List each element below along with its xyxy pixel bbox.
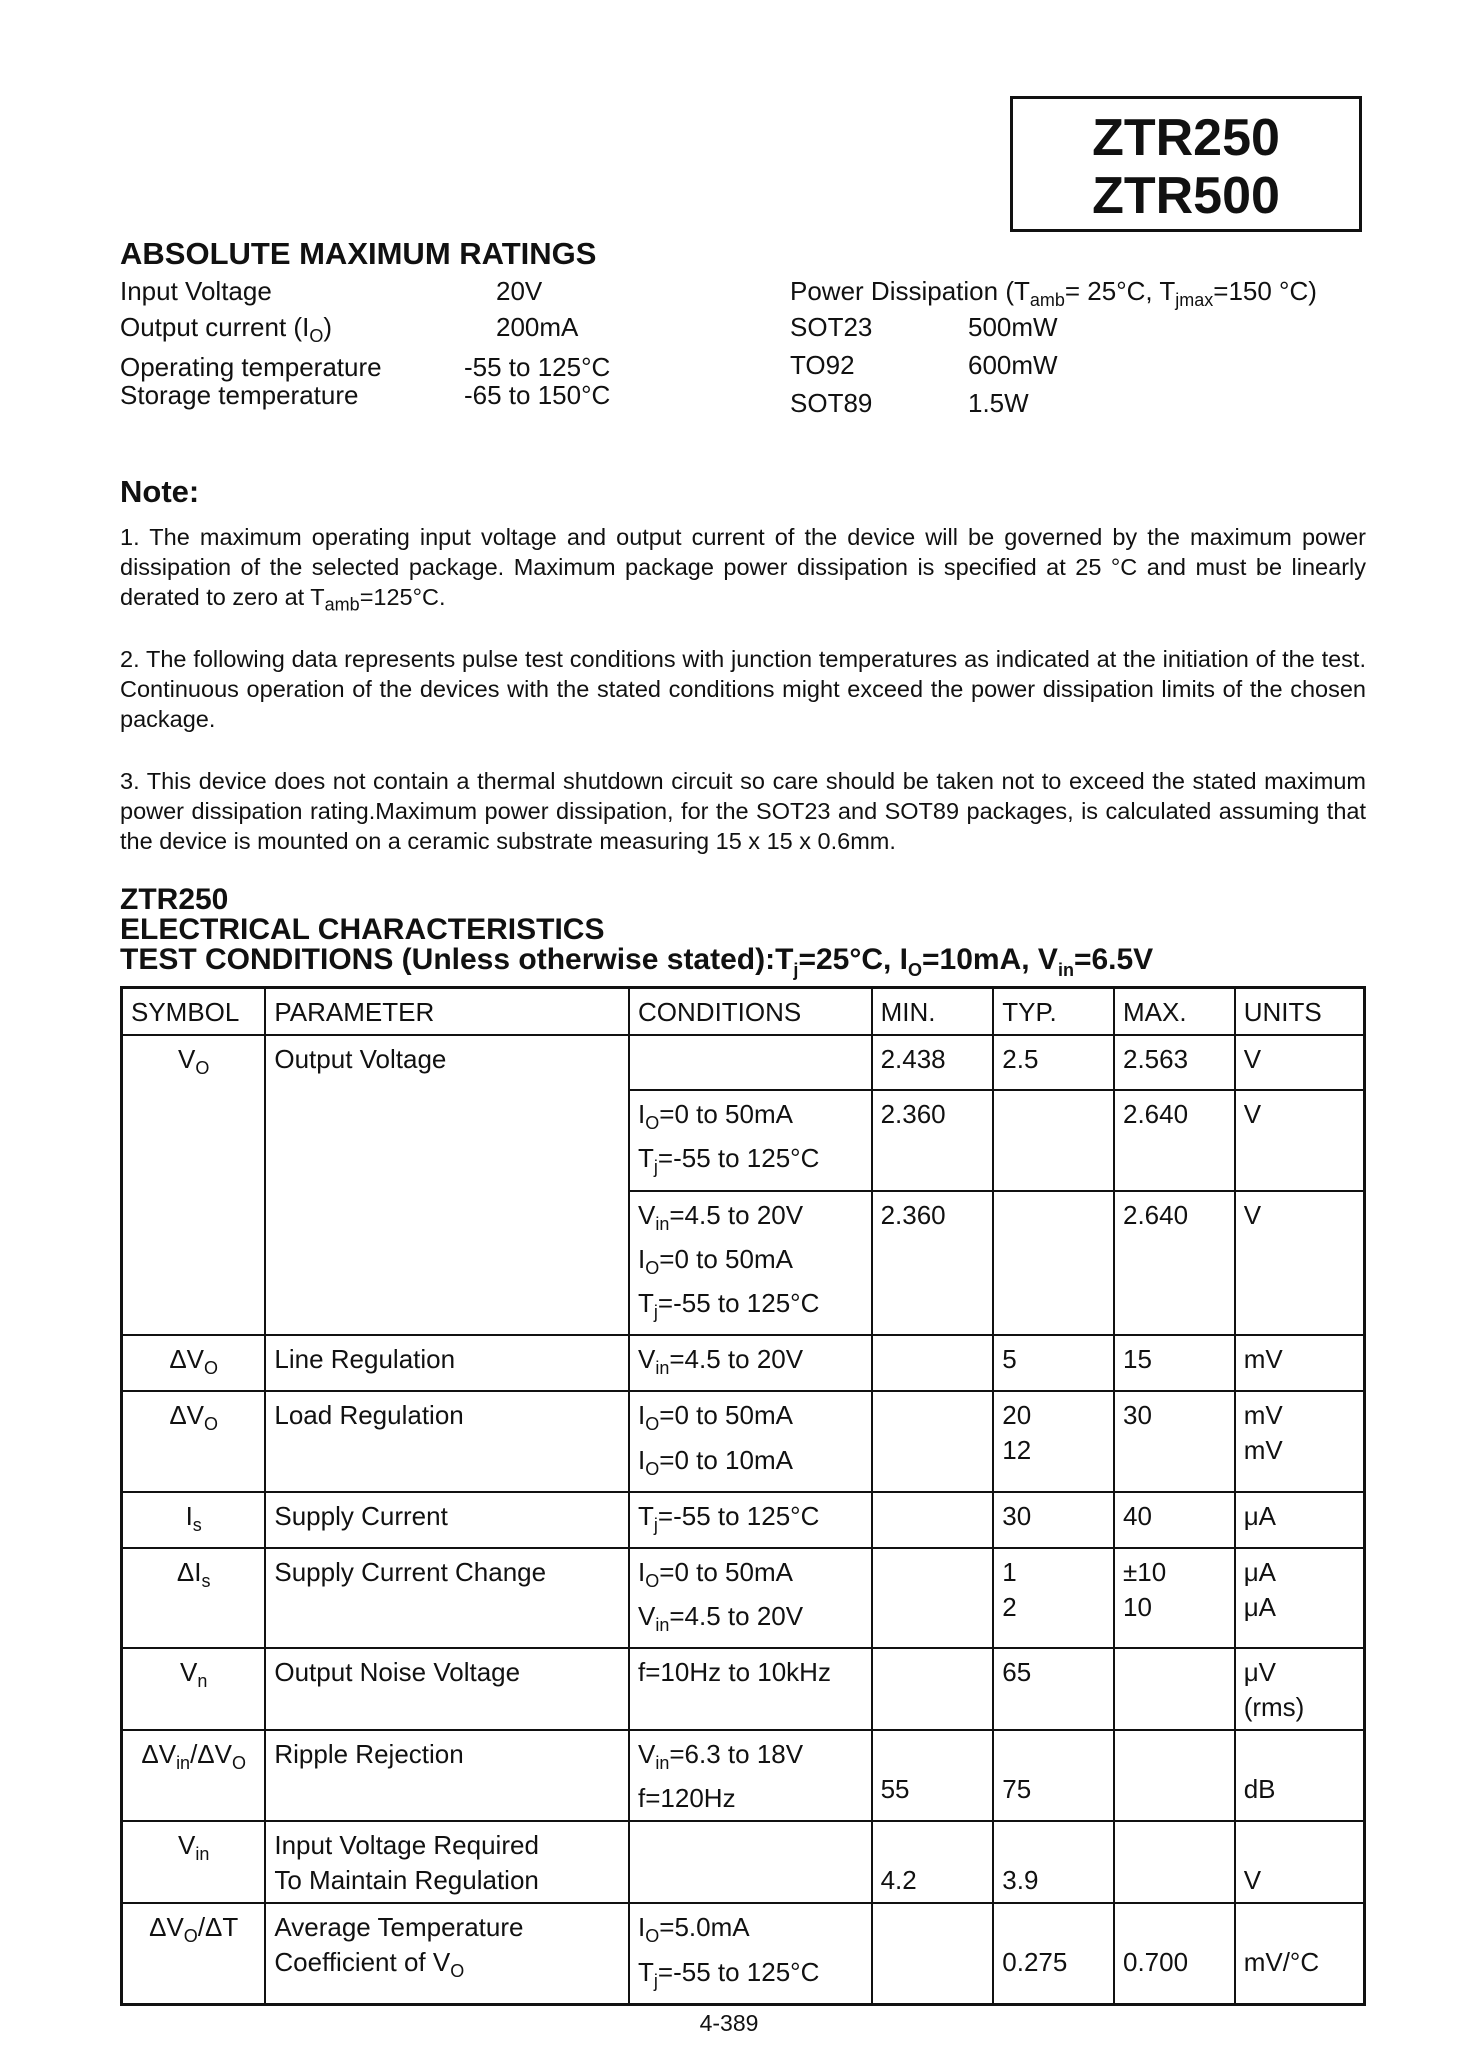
typ-cell: 75 bbox=[993, 1730, 1114, 1821]
power-value-sot23: 500mW bbox=[968, 312, 1058, 342]
header-units: UNITS bbox=[1235, 988, 1365, 1036]
param-ripple-rejection: Ripple Rejection bbox=[265, 1730, 629, 1821]
power-pkg-sot23: SOT23 bbox=[790, 312, 873, 342]
min-cell: 4.2 bbox=[872, 1821, 994, 1903]
param-supply-current-change: Supply Current Change bbox=[265, 1548, 629, 1648]
table-row bbox=[122, 1391, 1365, 1491]
max-cell: 2.563 bbox=[1114, 1035, 1235, 1090]
symbol-vo: $V_O$ bbox=[122, 1035, 266, 1090]
power-pkg-sot89: SOT89 bbox=[790, 388, 873, 418]
table-header-row bbox=[122, 988, 1365, 1036]
part-number-1: ZTR250 bbox=[1092, 109, 1280, 167]
min-cell bbox=[872, 1335, 994, 1391]
max-cell: 40 bbox=[1114, 1492, 1235, 1548]
header-min: MIN. bbox=[872, 988, 994, 1036]
conditions-cell bbox=[629, 1821, 872, 1903]
ec-title: ELECTRICAL CHARACTERISTICS bbox=[120, 913, 605, 946]
conditions-cell: $V_{in}=4.5$ to 20V $I_O=0$ to 50mA $T_j=-55$ to 125°C bbox=[629, 1191, 872, 1336]
units-cell: μA bbox=[1235, 1492, 1365, 1548]
power-value-sot89: 1.5W bbox=[968, 388, 1029, 418]
units-cell: V bbox=[1235, 1090, 1365, 1190]
abs-max-output-current-value: 200mA bbox=[496, 312, 579, 342]
page-number: 4-389 bbox=[699, 2010, 759, 2036]
typ-cell: 5 bbox=[993, 1335, 1114, 1391]
typ-cell bbox=[993, 1191, 1114, 1336]
table-row bbox=[122, 1035, 1365, 1090]
abs-max-input-voltage-value: 20V bbox=[496, 276, 543, 306]
conditions-cell: $I_O=0$ to 50mA $I_O=0$ to 10mA bbox=[629, 1391, 872, 1491]
abs-max-storage-temp-label: Storage temperature bbox=[120, 380, 359, 410]
units-cell: V bbox=[1235, 1035, 1365, 1090]
symbol-delta-vo: $\Delta V_O$ bbox=[122, 1391, 266, 1491]
conditions-cell bbox=[629, 1035, 872, 1090]
conditions-cell: $V_{in}=6.3$ to 18V f=120Hz bbox=[629, 1730, 872, 1821]
param-load-regulation: Load Regulation bbox=[265, 1391, 629, 1491]
units-cell: dB bbox=[1235, 1730, 1365, 1821]
units-cell: μA μA bbox=[1235, 1548, 1365, 1648]
electrical-characteristics-table bbox=[120, 986, 1366, 2006]
max-cell: ±10 10 bbox=[1114, 1548, 1235, 1648]
typ-cell: 1 2 bbox=[993, 1548, 1114, 1648]
units-cell: mV/°C bbox=[1235, 1903, 1365, 2004]
max-cell bbox=[1114, 1648, 1235, 1730]
symbol-delta-is: $\Delta I_s$ bbox=[122, 1548, 266, 1648]
note-1: 1. The maximum operating input voltage and output current of the device will be governed by the maximum power dissipation of the selected package. Maximum package power dissipation is specified at 25 °C and must be linearly derated to zero at $T_{amb}=125^\circ C$. bbox=[120, 524, 1366, 615]
param-empty bbox=[265, 1090, 629, 1190]
max-cell: 0.700 bbox=[1114, 1903, 1235, 2004]
abs-max-input-voltage-label: Input Voltage bbox=[120, 276, 272, 306]
abs-max-operating-temp-label: Operating temperature bbox=[120, 352, 382, 382]
header-typ: TYP. bbox=[993, 988, 1114, 1036]
units-cell: mV mV bbox=[1235, 1391, 1365, 1491]
table-row bbox=[122, 1090, 1365, 1190]
note-3: 3. This device does not contain a thermal shutdown circuit so care should be taken not to exceed the stated maximum power dissipation rating.Maximum power dissipation, for the SOT23 and SOT89 packages, is calculated assuming that the device is mounted on a ceramic substrate measuring 15 x 15 x 0.6mm. bbox=[120, 768, 1366, 854]
max-cell: 30 bbox=[1114, 1391, 1235, 1491]
part-number-box bbox=[1010, 96, 1362, 232]
header-max: MAX. bbox=[1114, 988, 1235, 1036]
symbol-ripple: $\Delta V_{in}/\Delta V_O$ bbox=[122, 1730, 266, 1821]
table-row bbox=[122, 1903, 1365, 2004]
symbol-is: $I_s$ bbox=[122, 1492, 266, 1548]
max-cell bbox=[1114, 1821, 1235, 1903]
conditions-cell: $I_O=0$ to 50mA $V_{in}=4.5$ to 20V bbox=[629, 1548, 872, 1648]
conditions-cell: f=10Hz to 10kHz bbox=[629, 1648, 872, 1730]
typ-cell: 2.5 bbox=[993, 1035, 1114, 1090]
header-conditions: CONDITIONS bbox=[629, 988, 872, 1036]
min-cell: 2.438 bbox=[872, 1035, 994, 1090]
param-output-noise-voltage: Output Noise Voltage bbox=[265, 1648, 629, 1730]
part-number-2: ZTR500 bbox=[1092, 167, 1280, 225]
units-cell: μV (rms) bbox=[1235, 1648, 1365, 1730]
table-row bbox=[122, 1335, 1365, 1391]
abs-max-heading: ABSOLUTE MAXIMUM RATINGS bbox=[120, 236, 597, 271]
symbol-empty bbox=[122, 1191, 266, 1336]
min-cell: 2.360 bbox=[872, 1191, 994, 1336]
min-cell bbox=[872, 1391, 994, 1491]
symbol-vn: $V_n$ bbox=[122, 1648, 266, 1730]
min-cell: 2.360 bbox=[872, 1090, 994, 1190]
typ-cell: 20 12 bbox=[993, 1391, 1114, 1491]
typ-cell: 3.9 bbox=[993, 1821, 1114, 1903]
conditions-cell: $I_O=0$ to 50mA $T_j=-55$ to 125°C bbox=[629, 1090, 872, 1190]
table-row bbox=[122, 1648, 1365, 1730]
symbol-empty bbox=[122, 1090, 266, 1190]
header-parameter: PARAMETER bbox=[265, 988, 629, 1036]
note-heading: Note: bbox=[120, 474, 200, 509]
max-cell: 2.640 bbox=[1114, 1090, 1235, 1190]
power-value-to92: 600mW bbox=[968, 350, 1058, 380]
min-cell bbox=[872, 1492, 994, 1548]
param-input-voltage-required: Input Voltage Required To Maintain Regulation bbox=[265, 1821, 629, 1903]
typ-cell: 30 bbox=[993, 1492, 1114, 1548]
table-row bbox=[122, 1548, 1365, 1648]
param-avg-temp-coefficient: Average Temperature Coefficient of $V_O$ bbox=[265, 1903, 629, 2004]
ec-test-conditions: TEST CONDITIONS (Unless otherwise $stated):T_j=25^\circ C$, $I_O=10mA$, $V_{in}=6.5V$ bbox=[120, 943, 1154, 980]
max-cell: 2.640 bbox=[1114, 1191, 1235, 1336]
min-cell bbox=[872, 1548, 994, 1648]
abs-max-output-current-label: Output current $(I_O)$ bbox=[120, 312, 332, 347]
param-output-voltage: Output Voltage bbox=[265, 1035, 629, 1090]
conditions-cell: $V_{in}=4.5$ to 20V bbox=[629, 1335, 872, 1391]
param-empty bbox=[265, 1191, 629, 1336]
power-pkg-to92: TO92 bbox=[790, 350, 855, 380]
min-cell bbox=[872, 1648, 994, 1730]
param-supply-current: Supply Current bbox=[265, 1492, 629, 1548]
abs-max-operating-temp-value: -55 to 125°C bbox=[464, 352, 611, 382]
min-cell bbox=[872, 1903, 994, 2004]
header-symbol: SYMBOL bbox=[122, 988, 266, 1036]
table-row bbox=[122, 1821, 1365, 1903]
units-cell: V bbox=[1235, 1191, 1365, 1336]
table-row bbox=[122, 1730, 1365, 1821]
symbol-temp-coefficient: $\Delta V_O/\Delta T$ bbox=[122, 1903, 266, 2004]
table-row bbox=[122, 1492, 1365, 1548]
table-row bbox=[122, 1191, 1365, 1336]
conditions-cell: $T_j=-55$ to 125°C bbox=[629, 1492, 872, 1548]
min-cell: 55 bbox=[872, 1730, 994, 1821]
typ-cell: 65 bbox=[993, 1648, 1114, 1730]
ec-part-heading: ZTR250 bbox=[120, 883, 229, 916]
param-line-regulation: Line Regulation bbox=[265, 1335, 629, 1391]
symbol-vin: $V_{in}$ bbox=[122, 1821, 266, 1903]
typ-cell bbox=[993, 1090, 1114, 1190]
abs-max-storage-temp-value: -65 to 150°C bbox=[464, 380, 611, 410]
units-cell: V bbox=[1235, 1821, 1365, 1903]
symbol-delta-vo: $\Delta V_O$ bbox=[122, 1335, 266, 1391]
power-dissipation-title: Power Dissipation ($T_{amb}= 25^\circ C$, $T_{jmax}=150$ °C) bbox=[790, 276, 1317, 311]
note-2: 2. The following data represents pulse test conditions with junction temperatures as indicated at the initiation of the test. Continuous operation of the devices with the stated conditions might exceed the power dissipation limits of the chosen package. bbox=[120, 646, 1366, 732]
typ-cell: 0.275 bbox=[993, 1903, 1114, 2004]
units-cell: mV bbox=[1235, 1335, 1365, 1391]
max-cell bbox=[1114, 1730, 1235, 1821]
conditions-cell: $I_O=5.0mA$ $T_j=-55$ to 125°C bbox=[629, 1903, 872, 2004]
max-cell: 15 bbox=[1114, 1335, 1235, 1391]
